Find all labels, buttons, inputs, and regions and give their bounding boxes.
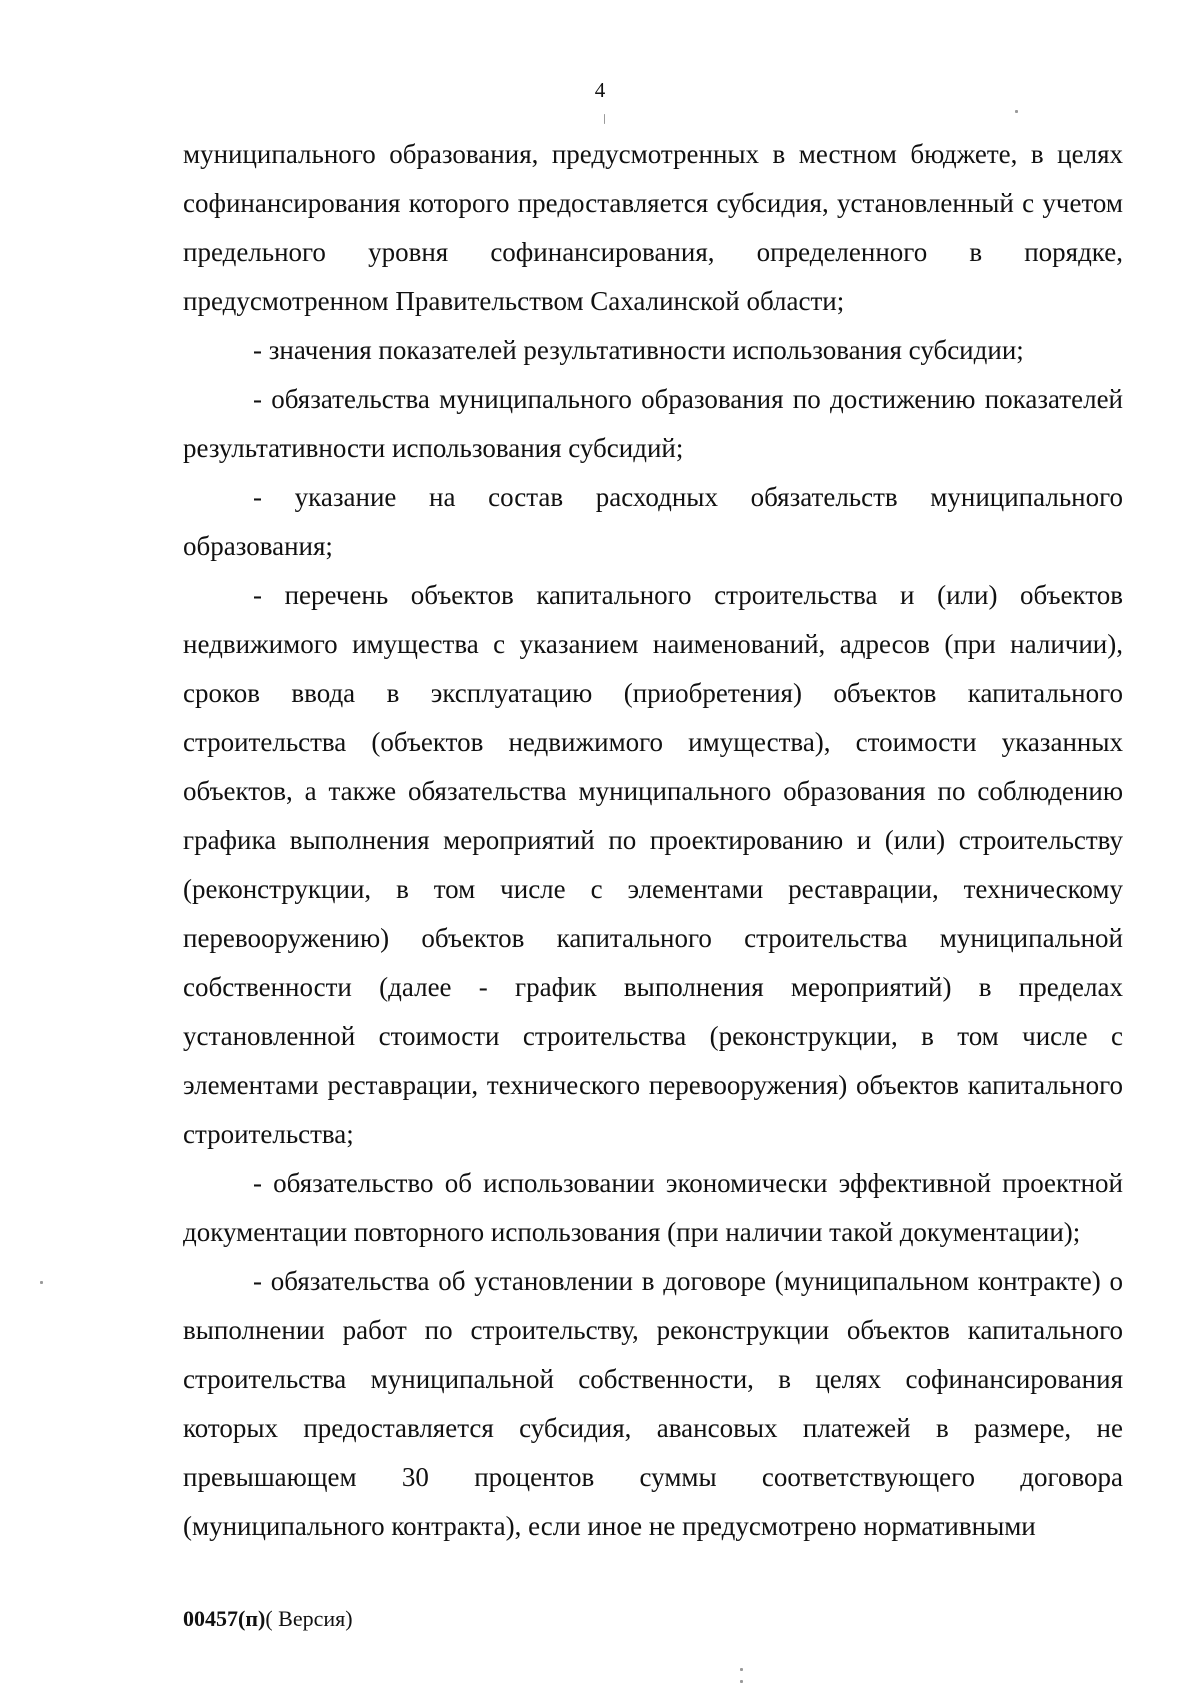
paragraph-5: - перечень объектов капитального строительства и (или) объектов недвижимого имущества с указанием наименований, адресов (при наличии), сроков ввода в эксплуатацию (приобретения) объектов капитального строительства (объектов недвижимого имущества), стоимости указанных объектов, а также обязательства муниципального образования по соблюдению графика выполнения мероприятий по проектированию и (или) строительству (реконструкции, в том числе с элементами реставрации, техническому перевооружению) объектов капитального строительства муниципальной собственности (далее - график выполнения мероприятий) в пределах установленной стоимости строительства (реконструкции, в том числе с элементами реставрации, технического перевооружения) объектов капитального строительства; — [183, 580, 1123, 1149]
paragraph-7: - обязательства об установлении в договоре (муниципальном контракте) о выполнении работ по строительству, реконструкции объектов капитального строительства муниципальной собственности, в целях софинансирования которых предоставляется субсидия, авансовых платежей в размере, не превышающем 30 процентов суммы соответствующего договора (муниципального контракта), если иное не предусмотрено нормативными — [183, 1266, 1123, 1541]
document-version: ( Версия) — [265, 1606, 353, 1631]
scan-speck — [40, 1281, 43, 1284]
scan-speck — [740, 1680, 743, 1683]
paragraph-6: - обязательство об использовании экономически эффективной проектной документации повторного использования (при наличии такой документации); — [183, 1168, 1123, 1247]
scan-speck — [604, 114, 605, 124]
scan-speck — [1015, 110, 1018, 113]
paragraph-4: - указание на состав расходных обязательств муниципального образования; — [183, 482, 1123, 561]
document-footer — [183, 1606, 353, 1632]
paragraph-2: - значения показателей результативности использования субсидии; — [253, 335, 1024, 365]
page-number: 4 — [594, 78, 606, 102]
scan-speck — [740, 1668, 743, 1671]
paragraph-1: муниципального образования, предусмотренных в местном бюджете, в целях софинансирования которого предоставляется субсидия, установленный с учетом предельного уровня софинансирования, определенного в порядке, предусмотренном Правительством Сахалинской области; — [183, 139, 1123, 316]
document-code: 00457(п) — [183, 1606, 266, 1631]
document-body — [183, 130, 1123, 1551]
paragraph-3: - обязательства муниципального образования по достижению показателей результативности использования субсидий; — [183, 384, 1123, 463]
